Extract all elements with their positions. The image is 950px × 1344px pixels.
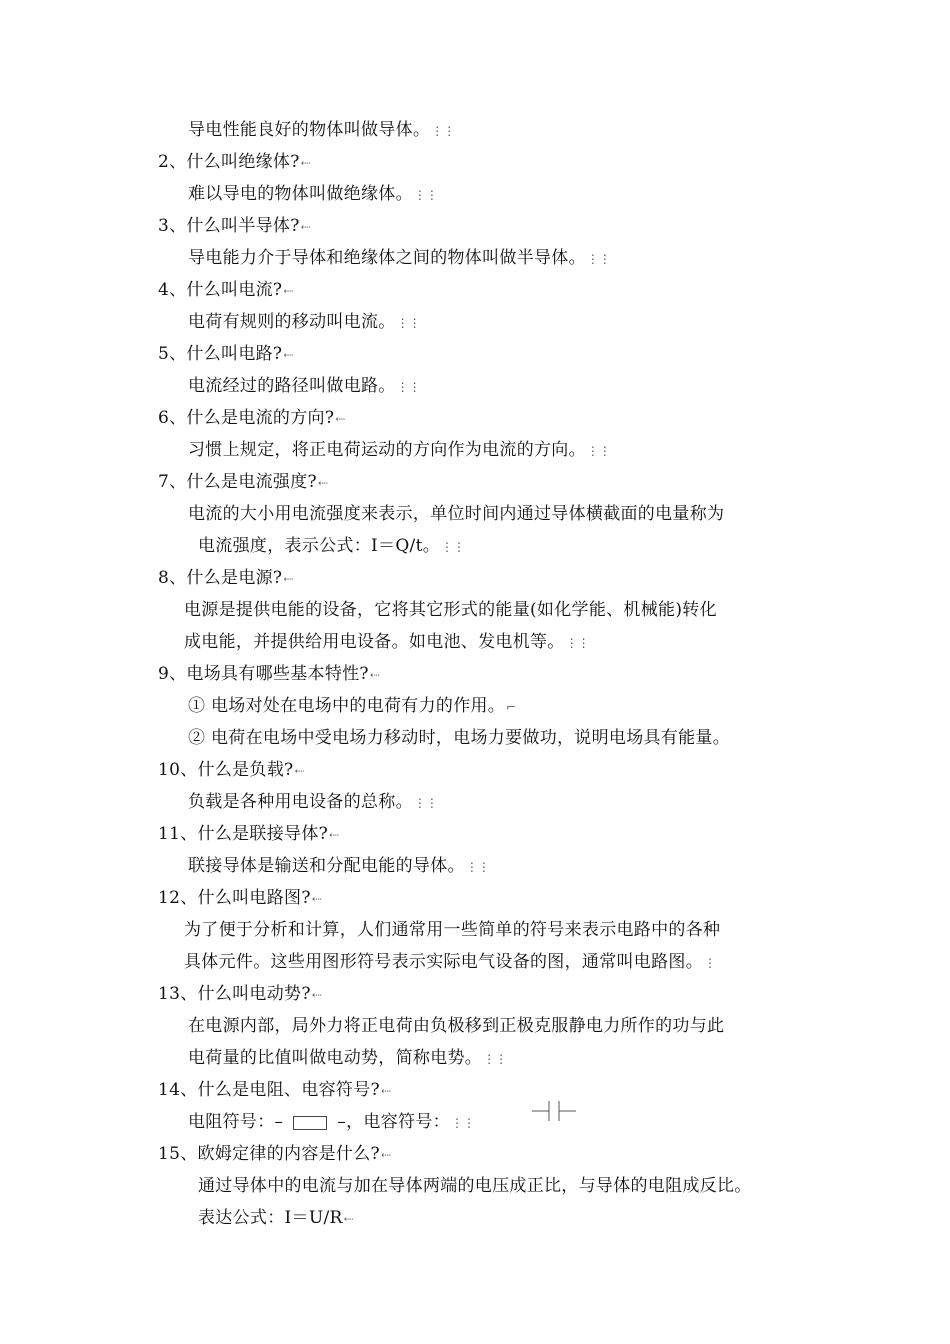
line-text: 11、什么是联接导体?: [158, 824, 329, 844]
question-10: [158, 759, 305, 782]
question-5: [158, 343, 293, 366]
line-text: 负载是各种用电设备的总称。: [188, 792, 413, 812]
answer-15-line-1: [198, 1175, 753, 1198]
answer-12-line-1: [184, 919, 721, 942]
paragraph-mark: ⇠: [283, 284, 294, 298]
answer-4: [188, 311, 421, 334]
answer-8-line-1: [184, 599, 718, 622]
capacitor-symbol-icon: [532, 1099, 576, 1123]
paragraph-mark: ⋮⋮: [586, 444, 611, 458]
answer-7-line-2: [198, 535, 465, 558]
answer-9-item-2: [188, 727, 731, 750]
paragraph-mark: ⌐: [506, 700, 517, 714]
line-text: 10、什么是负载?: [158, 760, 294, 780]
line-text: 4、什么叫电流?: [158, 280, 283, 300]
paragraph-mark: ⋮: [704, 956, 716, 970]
line-text: 6、什么是电流的方向?: [158, 408, 335, 428]
answer-11: [188, 855, 490, 878]
capacitor-label: ，电容符号：: [346, 1112, 450, 1132]
resistor-dash-right: –: [337, 1112, 347, 1132]
paragraph-mark: ⇠: [311, 892, 322, 906]
paragraph-mark: ⇠: [311, 988, 322, 1002]
answer-10: [188, 791, 438, 814]
line-text: 电源是提供电能的设备，它将其它形式的能量(如化学能、机械能)转化: [184, 600, 717, 620]
paragraph-mark: ⇠: [369, 668, 380, 682]
answer-6: [188, 439, 611, 462]
line-text: 电流经过的路径叫做电路。: [188, 376, 396, 396]
question-8: [158, 567, 293, 590]
line-text: 9、电场具有哪些基本特性?: [158, 664, 369, 684]
question-15: [158, 1143, 391, 1166]
paragraph-mark: ⇠: [300, 220, 311, 234]
answer-line-1: [188, 119, 455, 142]
question-9: [158, 663, 380, 686]
paragraph-mark: ⋮⋮: [396, 380, 421, 394]
answer-13-line-2: [188, 1047, 507, 1070]
paragraph-mark: ⋮⋮: [431, 124, 456, 138]
line-text: 电流强度，表示公式：I＝Q/t。: [198, 536, 441, 556]
line-text: 电荷量的比值叫做电动势，简称电势。: [188, 1048, 483, 1068]
answer-3: [188, 247, 611, 270]
question-12: [158, 887, 322, 910]
line-text: ② 电荷在电场中受电场力移动时，电场力要做功，说明电场具有能量。: [188, 728, 731, 748]
answer-15-formula: [198, 1207, 354, 1230]
paragraph-mark: ⋮⋮: [450, 1116, 475, 1130]
paragraph-mark: ⇠: [335, 412, 346, 426]
paragraph-mark: ⋮⋮: [413, 188, 438, 202]
resistor-symbol-icon: [293, 1116, 327, 1130]
line-text: 8、什么是电源?: [158, 568, 283, 588]
paragraph-mark: ⇠: [283, 572, 294, 586]
line-text: 导电性能良好的物体叫做导体。: [188, 120, 431, 140]
answer-5: [188, 375, 421, 398]
answer-14-symbols: [188, 1111, 475, 1134]
answer-2: [188, 183, 438, 206]
line-text: 14、什么是电阻、电容符号?: [158, 1080, 380, 1100]
resistor-label: 电阻符号：: [188, 1112, 275, 1132]
answer-8-line-2: [184, 631, 590, 654]
line-text: ① 电场对处在电场中的电荷有力的作用。: [188, 696, 506, 716]
line-text: 15、欧姆定律的内容是什么?: [158, 1144, 380, 1164]
answer-12-line-2: [184, 951, 716, 974]
line-text: 电流的大小用电流强度来表示，单位时间内通过导体横截面的电量称为: [188, 504, 725, 524]
paragraph-mark: ⋮⋮: [483, 1052, 508, 1066]
paragraph-mark: ⇠: [343, 1212, 354, 1226]
answer-13-line-1: [188, 1015, 725, 1038]
line-text: 难以导电的物体叫做绝缘体。: [188, 184, 413, 204]
question-4: [158, 279, 293, 302]
line-text: 导电能力介于导体和绝缘体之间的物体叫做半导体。: [188, 248, 586, 268]
paragraph-mark: ⇠: [329, 828, 340, 842]
question-14: [158, 1079, 391, 1102]
paragraph-mark: ⋮⋮: [565, 636, 590, 650]
line-text: 成电能，并提供给用电设备。如电池、发电机等。: [184, 632, 565, 652]
line-text: 2、什么叫绝缘体?: [158, 152, 300, 172]
paragraph-mark: ⋮⋮: [465, 860, 490, 874]
line-text: 在电源内部，局外力将正电荷由负极移到正极克服静电力所作的功与此: [188, 1016, 725, 1036]
question-13: [158, 983, 322, 1006]
resistor-dash-left: –: [274, 1112, 284, 1132]
question-7: [158, 471, 328, 494]
line-text: 13、什么叫电动势?: [158, 984, 311, 1004]
question-6: [158, 407, 345, 430]
question-2: [158, 151, 311, 174]
line-text: 7、什么是电流强度?: [158, 472, 317, 492]
line-text: 12、什么叫电路图?: [158, 888, 311, 908]
line-text: 3、什么叫半导体?: [158, 216, 300, 236]
line-text: 联接导体是输送和分配电能的导体。: [188, 856, 465, 876]
line-text: 电荷有规则的移动叫电流。: [188, 312, 396, 332]
paragraph-mark: ⋮⋮: [413, 796, 438, 810]
paragraph-mark: ⇠: [317, 476, 328, 490]
line-text: 习惯上规定，将正电荷运动的方向作为电流的方向。: [188, 440, 586, 460]
line-text: 具体元件。这些用图形符号表示实际电气设备的图，通常叫电路图。: [184, 952, 703, 972]
line-text: 通过导体中的电流与加在导体两端的电压成正比，与导体的电阻成反比。: [198, 1176, 752, 1196]
question-11: [158, 823, 339, 846]
paragraph-mark: ⇠: [294, 764, 305, 778]
paragraph-mark: ⇠: [380, 1084, 392, 1098]
paragraph-mark: ⋮⋮: [586, 252, 611, 266]
paragraph-mark: ⋮⋮: [396, 316, 421, 330]
paragraph-mark: ⋮⋮: [441, 540, 466, 554]
answer-7-line-1: [188, 503, 725, 526]
answer-9-item-1: [188, 695, 516, 718]
paragraph-mark: ⇠: [300, 156, 311, 170]
line-text: 5、什么叫电路?: [158, 344, 283, 364]
paragraph-mark: ⇠: [380, 1148, 392, 1162]
line-text: 为了便于分析和计算，人们通常用一些简单的符号来表示电路中的各种: [184, 920, 721, 940]
question-3: [158, 215, 311, 238]
line-text: 表达公式：I＝U/R: [198, 1208, 343, 1228]
paragraph-mark: ⇠: [283, 348, 294, 362]
